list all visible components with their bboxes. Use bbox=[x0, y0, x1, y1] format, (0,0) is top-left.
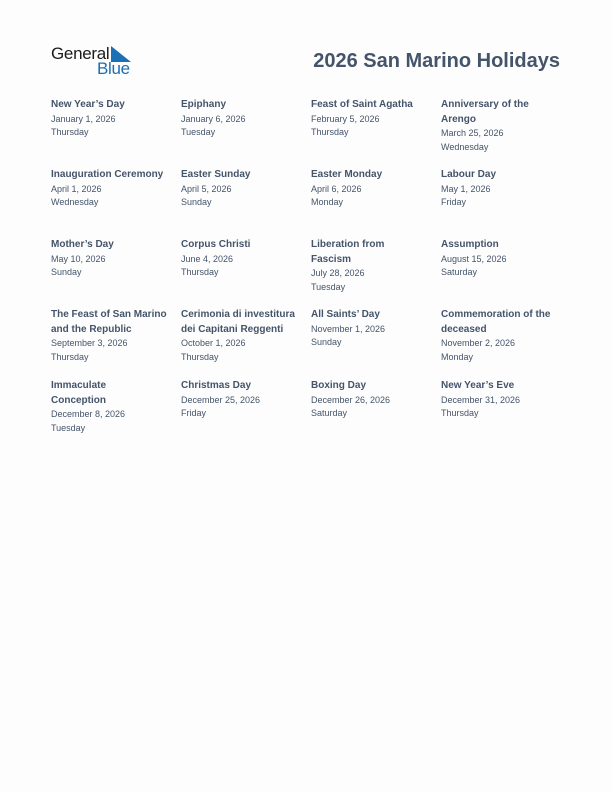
holiday-weekday: Monday bbox=[311, 197, 344, 207]
holiday-weekday: Sunday bbox=[311, 337, 342, 347]
holiday-date: May 1, 2026 bbox=[441, 183, 491, 194]
holiday-date: December 8, 2026 bbox=[51, 409, 126, 419]
holiday-item bbox=[311, 379, 435, 421]
holiday-item bbox=[51, 98, 175, 140]
holiday-name: New Year’s Day bbox=[51, 99, 125, 110]
holiday-item bbox=[311, 168, 435, 210]
holiday-weekday: Friday bbox=[441, 197, 467, 207]
holiday-name: Easter Sunday bbox=[181, 169, 251, 180]
holiday-name: Commemoration of the deceased bbox=[441, 309, 551, 335]
holiday-weekday: Thursday bbox=[51, 351, 89, 362]
holiday-date: April 1, 2026 bbox=[51, 183, 102, 194]
holiday-weekday: Thursday bbox=[311, 127, 349, 137]
generalblue-logo bbox=[51, 44, 141, 78]
logo-word-general: General bbox=[51, 44, 110, 63]
holiday-weekday: Tuesday bbox=[311, 281, 346, 292]
holiday-weekday: Friday bbox=[181, 408, 207, 418]
holiday-item bbox=[441, 308, 563, 364]
holiday-date: November 1, 2026 bbox=[311, 323, 386, 334]
holiday-date: December 31, 2026 bbox=[441, 394, 521, 405]
holiday-date: May 10, 2026 bbox=[51, 253, 106, 264]
holiday-weekday: Sunday bbox=[51, 267, 82, 277]
holiday-name: Labour Day bbox=[441, 169, 497, 180]
holiday-item bbox=[51, 238, 175, 280]
holiday-weekday: Thursday bbox=[181, 267, 219, 277]
holiday-name: Corpus Christi bbox=[181, 239, 251, 250]
holiday-weekday: Wednesday bbox=[441, 141, 489, 152]
holiday-item bbox=[181, 98, 305, 140]
holiday-name: Boxing Day bbox=[311, 380, 367, 391]
holiday-name: Anniversary of the Arengo bbox=[441, 99, 529, 125]
holiday-weekday: Tuesday bbox=[51, 422, 86, 433]
holiday-item bbox=[51, 308, 175, 364]
holiday-weekday: Thursday bbox=[181, 351, 219, 362]
holiday-date: August 15, 2026 bbox=[441, 253, 507, 264]
holiday-name: Epiphany bbox=[181, 99, 227, 110]
holiday-date: July 28, 2026 bbox=[311, 268, 365, 278]
holiday-name: The Feast of San Marino and the Republic bbox=[51, 309, 167, 335]
logo-word-blue: Blue bbox=[97, 59, 130, 78]
holiday-item bbox=[311, 308, 435, 350]
holiday-name: Christmas Day bbox=[181, 380, 252, 391]
holiday-name: Liberation from Fascism bbox=[311, 239, 385, 265]
holiday-item bbox=[441, 98, 563, 154]
holiday-weekday: Thursday bbox=[441, 408, 479, 418]
holiday-date: November 2, 2026 bbox=[441, 338, 516, 348]
holiday-item bbox=[441, 238, 563, 280]
holiday-date: December 26, 2026 bbox=[311, 394, 391, 405]
holiday-item bbox=[441, 379, 563, 421]
holiday-date: February 5, 2026 bbox=[311, 113, 380, 124]
holiday-date: April 5, 2026 bbox=[181, 183, 232, 194]
holiday-name: Immaculate Conception bbox=[51, 380, 107, 406]
holiday-date: December 25, 2026 bbox=[181, 394, 261, 405]
holiday-weekday: Sunday bbox=[181, 197, 212, 207]
holiday-name: Assumption bbox=[441, 239, 499, 250]
holiday-weekday: Wednesday bbox=[51, 197, 99, 207]
holiday-item bbox=[51, 168, 175, 210]
holiday-date: March 25, 2026 bbox=[441, 128, 504, 138]
holiday-item bbox=[311, 98, 435, 140]
holiday-item bbox=[181, 168, 305, 210]
holiday-weekday: Thursday bbox=[51, 127, 89, 137]
holiday-date: January 6, 2026 bbox=[181, 113, 246, 124]
holiday-name: All Saints’ Day bbox=[311, 309, 380, 320]
holiday-name: Cerimonia di investitura dei Capitani Reggenti bbox=[181, 309, 295, 335]
holiday-name: Feast of Saint Agatha bbox=[311, 99, 413, 110]
holiday-date: June 4, 2026 bbox=[181, 253, 234, 264]
holiday-item bbox=[181, 379, 305, 421]
holiday-name: New Year’s Eve bbox=[441, 380, 515, 391]
holiday-item bbox=[181, 308, 305, 364]
holiday-item bbox=[441, 168, 563, 210]
holiday-item bbox=[311, 238, 401, 294]
holiday-date: January 1, 2026 bbox=[51, 113, 116, 124]
holiday-name: Mother’s Day bbox=[51, 239, 114, 250]
holiday-weekday: Monday bbox=[441, 351, 474, 362]
holiday-date: September 3, 2026 bbox=[51, 338, 128, 348]
holiday-name: Inauguration Ceremony bbox=[51, 169, 164, 180]
holiday-weekday: Saturday bbox=[441, 267, 478, 277]
holiday-name: Easter Monday bbox=[311, 169, 383, 180]
holiday-item bbox=[51, 379, 141, 435]
page-title: 2026 San Marino Holidays bbox=[313, 50, 560, 72]
holiday-weekday: Saturday bbox=[311, 408, 348, 418]
holiday-item bbox=[181, 238, 305, 280]
holiday-date: October 1, 2026 bbox=[181, 338, 246, 348]
holiday-date: April 6, 2026 bbox=[311, 183, 362, 194]
holiday-weekday: Tuesday bbox=[181, 127, 216, 137]
